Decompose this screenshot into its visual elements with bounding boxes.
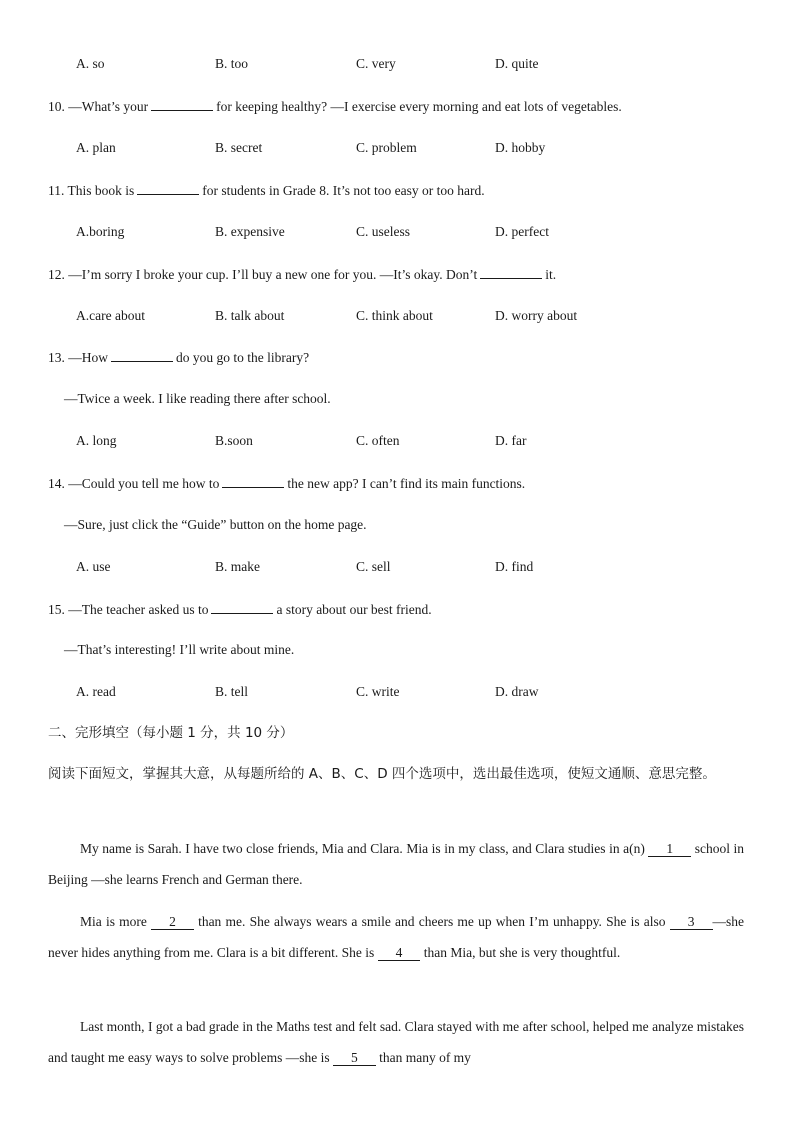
q11-option-b: B. expensive <box>215 224 285 239</box>
cloze-blank-4: 4 <box>378 946 421 961</box>
question-12 <box>48 265 556 284</box>
question-10-stem-end: for keeping healthy? —I exercise every morning and eat lots of vegetables. <box>216 99 622 114</box>
q11-option-d: D. perfect <box>495 224 549 239</box>
q12-option-d: D. worry about <box>495 308 578 323</box>
question-15-reply: —That’s interesting! I’ll write about mine. <box>64 642 295 657</box>
answer-blank <box>480 265 542 279</box>
q9-options <box>76 55 696 73</box>
question-14-stem-start: 14. —Could you tell me how to <box>48 476 220 491</box>
q13-option-d: D. far <box>495 433 527 448</box>
question-11-stem-start: 11. This book is <box>48 183 135 198</box>
q10-options <box>76 139 696 157</box>
q14-option-b: B. make <box>215 559 260 574</box>
cloze-blank-5: 5 <box>333 1051 376 1066</box>
q12-options <box>76 307 696 325</box>
passage-text: than many of my <box>379 1050 471 1065</box>
q15-option-b: B. tell <box>215 684 248 699</box>
q15-option-a: A. read <box>76 684 116 699</box>
q11-options <box>76 223 696 241</box>
q15-option-c: C. write <box>356 684 400 699</box>
question-15-stem-end: a story about our best friend. <box>276 602 432 617</box>
q10-option-c: C. problem <box>356 140 417 155</box>
question-14-reply: —Sure, just click the “Guide” button on the home page. <box>64 517 367 532</box>
question-15 <box>48 600 432 619</box>
passage-text: Mia is more <box>80 914 147 929</box>
q9-option-d: D. quite <box>495 56 539 71</box>
question-12-stem-start: 12. —I’m sorry I broke your cup. I’ll buy a new one for you. —It’s okay. Don’t <box>48 267 478 282</box>
question-13-reply: —Twice a week. I like reading there after school. <box>64 391 331 406</box>
question-10 <box>48 97 622 116</box>
q9-option-c: C. very <box>356 56 396 71</box>
question-11 <box>48 181 485 200</box>
q13-option-a: A. long <box>76 433 117 448</box>
question-12-stem-end: it. <box>545 267 557 282</box>
answer-blank <box>151 97 213 111</box>
q14-option-c: C. sell <box>356 559 391 574</box>
q12-option-b: B. talk about <box>215 308 285 323</box>
q15-option-d: D. draw <box>495 684 539 699</box>
question-15-stem-start: 15. —The teacher asked us to <box>48 602 209 617</box>
q9-option-b: B. too <box>215 56 249 71</box>
section-2-title: 二、完形填空（每小题 1 分，共 10 分） <box>48 725 294 741</box>
question-11-stem-end: for students in Grade 8. It’s not too easy or too hard. <box>202 183 485 198</box>
passage-text: My name is Sarah. I have two close friends, Mia and Clara. Mia is in my class, and Clara studies in a(n) <box>80 841 645 856</box>
q10-option-a: A. plan <box>76 140 116 155</box>
passage-text: —she never hides anything from me. Clara is a bit different. She is <box>48 914 744 960</box>
passage-paragraph-2 <box>48 906 744 968</box>
answer-blank <box>211 600 273 614</box>
q15-options <box>76 683 696 701</box>
question-13-stem-start: 13. —How <box>48 350 108 365</box>
question-13-stem-end: do you go to the library? <box>176 350 310 365</box>
question-10-stem-start: 10. —What’s your <box>48 99 149 114</box>
question-14-stem-end: the new app? I can’t find its main functions. <box>287 476 526 491</box>
q9-option-a: A. so <box>76 56 105 71</box>
q10-option-d: D. hobby <box>495 140 546 155</box>
cloze-blank-3: 3 <box>670 915 713 930</box>
q12-option-c: C. think about <box>356 308 433 323</box>
q14-option-a: A. use <box>76 559 111 574</box>
question-14 <box>48 474 525 493</box>
cloze-blank-2: 2 <box>151 915 194 930</box>
q11-option-c: C. useless <box>356 224 410 239</box>
question-13 <box>48 348 309 367</box>
q12-option-a: A.care about <box>76 308 145 323</box>
q13-option-b: B.soon <box>215 433 253 448</box>
passage-text: than me. She always wears a smile and cheers me up when I’m unhappy. She is also <box>198 914 666 929</box>
q13-options <box>76 432 696 450</box>
answer-blank <box>137 181 199 195</box>
q11-option-a: A.boring <box>76 224 125 239</box>
cloze-blank-1: 1 <box>648 842 691 857</box>
answer-blank <box>111 348 173 362</box>
passage-text: than Mia, but she is very thoughtful. <box>423 945 621 960</box>
passage-paragraph-1 <box>48 833 744 895</box>
passage-text: school in Beijing —she learns French and German there. <box>48 841 744 887</box>
q14-option-d: D. find <box>495 559 534 574</box>
passage-paragraph-3 <box>48 1011 744 1073</box>
q14-options <box>76 558 696 576</box>
q13-option-c: C. often <box>356 433 400 448</box>
passage-text: Last month, I got a bad grade in the Maths test and felt sad. Clara stayed with me after school, helped me analyze mistakes and taught me easy ways to solve problems —she is <box>48 1019 744 1065</box>
q10-option-b: B. secret <box>215 140 263 155</box>
answer-blank <box>222 474 284 488</box>
section-2-instruction: 阅读下面短文，掌握其大意，从每题所给的 A、B、C、D 四个选项中，选出最佳选项，使短文通顺、意思完整。 <box>48 766 716 782</box>
